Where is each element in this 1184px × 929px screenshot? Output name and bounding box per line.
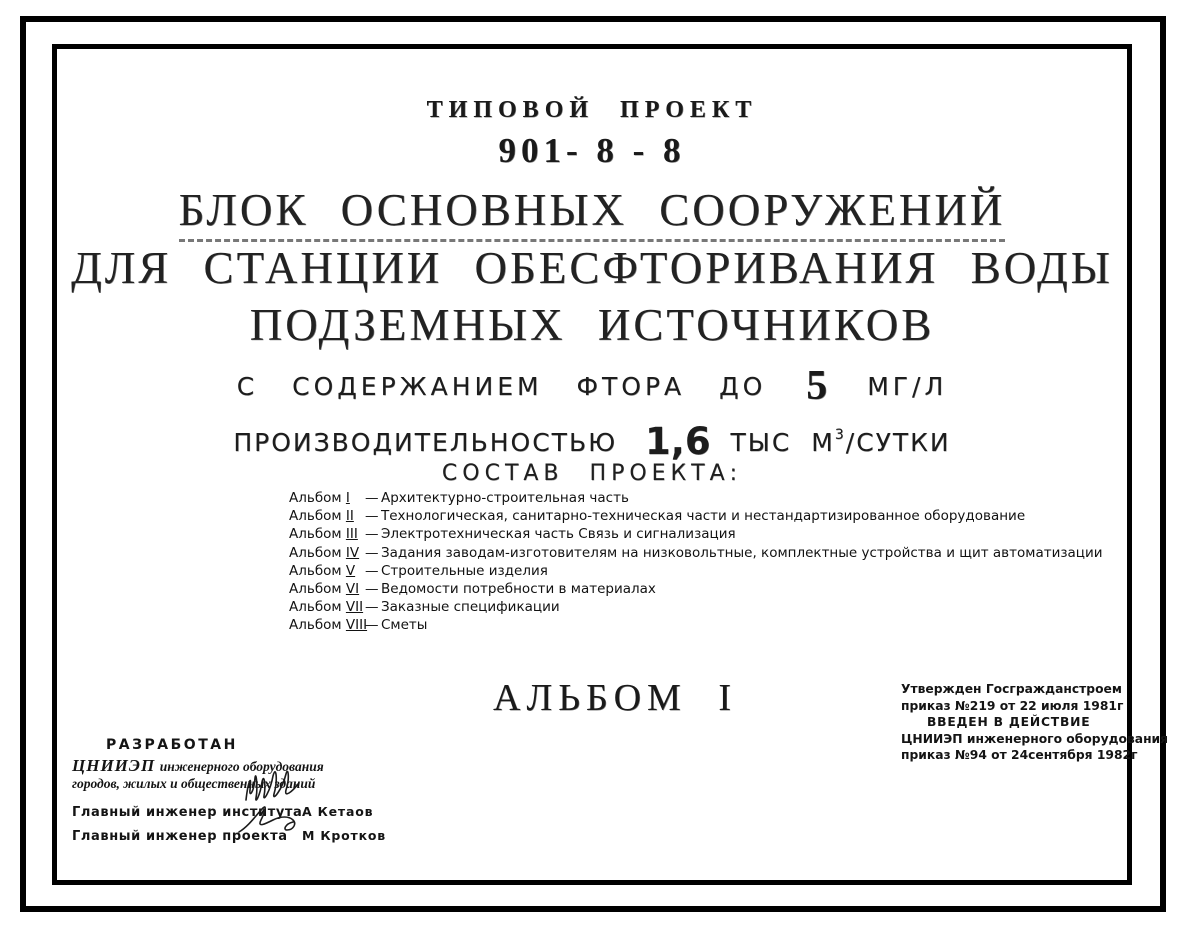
developer-block [72,737,422,852]
dash: — [365,490,379,506]
capacity-value: 1,6 [645,420,711,463]
album-label: Альбом [289,562,342,579]
album-volume-title: АЛЬБОМ I [493,677,737,719]
album-description: Ведомости потребности в материалах [381,581,656,598]
album-description: Строительные изделия [381,562,548,579]
capacity-superscript: 3 [834,427,846,443]
dash: — [365,508,379,525]
signer-name: М Кротков [302,828,386,843]
album-numeral: II [345,508,354,525]
composition-item [289,525,1109,543]
dash: — [365,599,379,616]
main-title-line-3: ПОДЗЕМНЫХ ИСТОЧНИКОВ [249,300,935,350]
album-numeral: I [345,490,350,506]
album-numeral: III [345,526,358,543]
capacity-unit-a: ТЫС М [730,428,835,457]
approval-line-approved: Утвержден Госгражданстроем [901,682,1122,696]
document-type: ТИПОВОЙ ПРОЕКТ [426,97,758,123]
fluorine-content-value: 5 [806,363,828,409]
developer-org-rest: инженерного оборудования [159,759,324,774]
fluorine-content-unit: МГ/Л [867,372,948,401]
fluorine-content-prefix: С СОДЕРЖАНИЕМ ФТОРА ДО [236,372,767,401]
capacity-unit-b: /СУТКИ [845,428,951,457]
main-title-line-1-text: БЛОК ОСНОВНЫХ СООРУЖЕНИЙ [179,184,1006,242]
album-description: Заказные спецификации [381,599,560,616]
dash: — [365,544,379,561]
dash: — [365,526,379,543]
album-description: Сметы [381,617,428,634]
signer-name: А Кетаов [302,804,374,819]
document-number: 901- 8 - 8 [498,131,686,170]
role-label: Главный инженер института [72,805,303,820]
composition-item [289,489,1109,507]
album-numeral: IV [345,544,360,561]
dash: — [365,617,379,634]
composition-item [289,580,1109,598]
developer-org-line2: городов, жилых и общественных зданий [72,776,316,791]
developer-org-name: ЦНИИЭП [72,756,156,775]
composition-item [289,616,1109,634]
album-numeral: V [345,562,356,579]
composition-item [289,598,1109,616]
composition-item [289,562,1109,580]
developer-heading: РАЗРАБОТАН [106,737,238,753]
approval-stamp-block [901,681,1169,764]
capacity-prefix: ПРОИЗВОДИТЕЛЬНОСТЬЮ [233,428,618,457]
album-label: Альбом [289,490,342,506]
album-numeral: VI [345,581,360,598]
chief-engineer-project-row [72,828,422,844]
album-label: Альбом [289,508,342,525]
role-label: Главный инженер проекта [72,829,288,844]
album-description: Электротехническая часть Связь и сигнализация [381,526,736,543]
album-label: Альбом [289,526,342,543]
chief-engineer-institute-row [72,804,422,820]
composition-item [289,544,1109,562]
main-title-line-1 [57,184,1127,242]
fluorine-content-line [57,362,1127,410]
album-description: Технологическая, санитарно-техническая части и нестандартизированное оборудование [381,508,1026,525]
main-title-line-2: ДЛЯ СТАНЦИИ ОБЕСФТОРИВАНИЯ ВОДЫ [71,243,1113,293]
album-numeral: VII [345,599,364,616]
approval-line-org: ЦНИИЭП инженерного оборудования [901,731,1169,746]
album-numeral: VIII [345,617,368,634]
composition-heading: СОСТАВ ПРОЕКТА: [441,461,743,486]
dash: — [365,581,379,598]
album-label: Альбом [289,581,342,598]
composition-list [289,489,1109,635]
approval-line-order-1: приказ №219 от 22 июля 1981г [901,698,1124,713]
approval-line-enacted: ВВЕДЕН В ДЕЙСТВИЕ [927,715,1091,729]
album-label: Альбом [289,599,342,616]
album-label: Альбом [289,544,342,561]
album-label: Альбом [289,617,342,634]
composition-item [289,507,1109,525]
album-description: Задания заводам-изготовителям на низковольтные, комплектные устройства и щит автоматизации [381,544,1103,561]
approval-line-order-2: приказ №94 от 24сентября 1982г [901,748,1138,762]
capacity-line [57,420,1127,463]
dash: — [365,562,379,579]
album-description: Архитектурно-строительная часть [381,490,629,506]
